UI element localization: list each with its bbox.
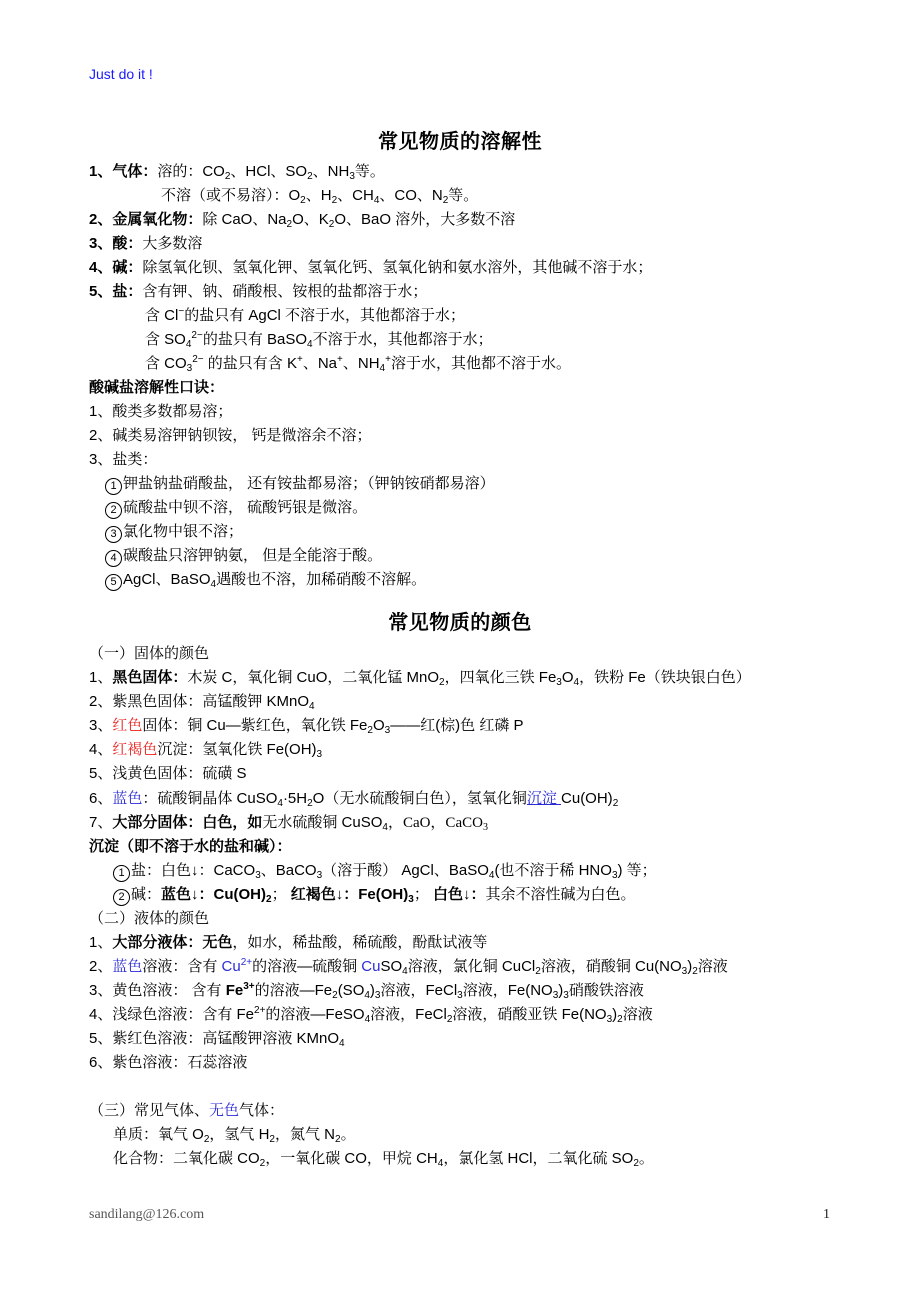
text-line <box>89 1029 345 1049</box>
text-segment: 。 <box>340 1126 356 1143</box>
text-segment: 硫酸盐中钡不溶， 硫酸钙银是微溶。 <box>123 499 368 516</box>
text-segment: 4 <box>373 195 380 206</box>
text-segment: ——红(棕)色 红磷 P <box>390 717 524 734</box>
text-segment: 4、碱： <box>89 259 143 276</box>
text-segment: 3 <box>316 870 323 881</box>
text-segment: ，CaO，CaCO <box>387 815 483 831</box>
text-line <box>89 1053 247 1073</box>
text-segment: 2 <box>307 798 313 809</box>
text-segment: 3 <box>552 990 559 1001</box>
text-segment: O、K <box>292 211 329 228</box>
text-segment: 2 <box>286 219 293 230</box>
text-segment: 2 <box>259 1158 266 1169</box>
text-segment: 4 <box>488 870 495 881</box>
text-segment: 3 <box>186 363 193 374</box>
text-segment: ) <box>687 958 693 975</box>
text-segment: 不溶于水，其他都溶于水； <box>312 331 493 348</box>
text-line <box>89 234 202 254</box>
text-segment: 、NH <box>342 355 380 372</box>
text-segment: 、H <box>305 187 332 204</box>
text-segment: 2 <box>535 966 541 977</box>
text-segment: 单质：氧气 O <box>113 1126 204 1143</box>
text-segment: SO <box>380 958 403 975</box>
footer-email: sandilang@126.com <box>89 1207 205 1222</box>
text-segment: ，一氧化碳 CO，甲烷 CH <box>265 1150 438 1167</box>
text-segment: Cu <box>361 958 381 975</box>
text-segment: （三）常见气体、 <box>89 1102 210 1119</box>
text-segment: 、CO、N <box>379 187 443 204</box>
text-segment: 溶液，氯化铜 CuCl <box>407 958 536 975</box>
text-segment: 2 <box>224 171 231 182</box>
text-segment: ) <box>369 982 375 999</box>
page-header: Just do it ! <box>89 66 153 82</box>
text-segment: （二）液体的颜色 <box>89 910 210 927</box>
text-segment: 、NH <box>312 163 350 180</box>
text-segment: 4 <box>364 990 370 1001</box>
text-line <box>89 837 292 857</box>
text-line <box>105 474 495 495</box>
text-segment: O（无水硫酸铜白色），氢氧化铜 <box>312 790 527 807</box>
text-line <box>113 1149 654 1169</box>
text-segment: ·5H <box>282 790 308 807</box>
text-line <box>89 1005 653 1025</box>
text-line <box>145 306 465 326</box>
text-line <box>89 981 644 1001</box>
text-segment: 1、气体： <box>89 163 158 180</box>
text-line <box>89 426 372 446</box>
text-segment: ，氮气 N <box>274 1126 335 1143</box>
text-segment: （溶于酸） AgCl、BaSO <box>322 862 489 879</box>
text-line <box>105 498 367 519</box>
text-segment: 2 <box>203 1134 210 1145</box>
text-segment: 蓝色↓：Cu(OH) <box>161 886 267 903</box>
text-segment: 3 <box>556 677 562 688</box>
text-segment: 5、紫红色溶液：高锰酸钾溶液 KMnO <box>89 1030 340 1047</box>
text-line <box>89 668 751 688</box>
text-segment: 2 <box>335 1134 341 1145</box>
section-title-solubility: 常见物质的溶解性 <box>378 131 542 153</box>
text-segment: 酸碱盐溶解性口诀： <box>89 379 225 396</box>
text-segment: 3 <box>457 990 463 1001</box>
text-line <box>113 885 636 906</box>
text-segment: 红色 <box>112 717 143 734</box>
text-segment: 。 <box>638 1150 654 1167</box>
text-segment: 4 <box>339 1038 345 1049</box>
text-line <box>89 813 488 833</box>
text-segment: 3 <box>408 894 414 905</box>
text-line <box>105 522 243 543</box>
text-line <box>89 644 209 664</box>
text-segment: 5、浅黄色固体：硫磺 S <box>89 765 247 782</box>
text-line <box>161 186 478 206</box>
text-line <box>89 716 524 736</box>
text-segment: 、HCl、SO <box>230 163 308 180</box>
text-segment: 4 <box>185 339 192 350</box>
text-segment: + <box>296 354 303 365</box>
text-segment: 2 <box>367 725 373 736</box>
text-segment: 溶的：CO <box>157 163 225 180</box>
text-segment: 1、 <box>89 669 113 686</box>
text-segment: 溶液，硝酸铜 Cu(NO <box>540 958 682 975</box>
text-segment: 蓝色 <box>112 958 143 975</box>
text-segment: O <box>372 717 385 734</box>
text-segment: 4 <box>379 363 386 374</box>
text-segment: 4、 <box>89 741 113 758</box>
text-segment: 沉淀：氢氧化铁 Fe(OH) <box>157 741 317 758</box>
text-segment: 3 <box>606 1014 613 1025</box>
text-segment: 3 <box>482 822 488 833</box>
text-segment: 2+ <box>240 957 253 968</box>
text-segment: 3、黄色溶液： 含有 <box>89 982 226 999</box>
text-segment: O、BaO 溶外，大多数不溶 <box>334 211 516 228</box>
text-segment: 2 <box>331 195 338 206</box>
text-segment: 2、紫黑色固体：高锰酸钾 KMnO <box>89 693 310 710</box>
text-segment: 化合物：二氧化碳 CO <box>113 1150 260 1167</box>
text-line <box>145 354 571 374</box>
text-segment: 2 <box>692 966 698 977</box>
text-line <box>89 740 322 760</box>
text-segment: 除 CaO、Na <box>202 211 287 228</box>
text-segment: 3 <box>681 966 688 977</box>
text-segment: 不溶（或不易溶）：O <box>161 187 301 204</box>
text-segment: 2 <box>300 195 306 206</box>
text-segment: 沉淀（即不溶于水的盐和碱）： <box>89 838 292 855</box>
text-segment: 2 <box>328 219 335 230</box>
text-segment: 的盐只有 AgCl 不溶于水，其他都溶于水； <box>184 307 466 324</box>
text-line <box>89 282 427 302</box>
circled-number: 4 <box>105 550 122 567</box>
text-segment: 黑色固体： <box>112 669 188 686</box>
text-segment: 2− <box>192 354 204 365</box>
text-segment: 2 <box>617 1014 623 1025</box>
text-segment: ，氢气 H <box>209 1126 270 1143</box>
text-segment: 溶于水，其他都不溶于水。 <box>390 355 571 372</box>
text-segment: 3 <box>611 870 618 881</box>
text-segment: 氯化物中银不溶； <box>123 523 244 540</box>
text-segment: 大部分固体：白色，如 <box>112 814 263 831</box>
text-line <box>113 1125 356 1145</box>
text-segment: ，氯化氢 HCl，二氧化硫 SO <box>443 1150 634 1167</box>
text-segment: ，如水，稀盐酸，稀硫酸，酚酞试液等 <box>232 934 488 951</box>
text-line <box>89 1101 284 1121</box>
text-segment: 3、盐类： <box>89 451 158 468</box>
text-segment: 除氢氧化钡、氢氧化钾、氢氧化钙、氢氧化钠和氨水溶外，其他碱不溶于水； <box>142 259 653 276</box>
text-segment: 溶液 <box>622 1006 653 1023</box>
text-line <box>89 258 652 278</box>
text-segment: 2− <box>191 330 203 341</box>
text-segment: 4 <box>210 579 217 590</box>
text-segment: 4 <box>402 966 408 977</box>
text-segment: 6、紫色溶液：石蕊溶液 <box>89 1054 248 1071</box>
text-segment: 钾盐钠盐硝酸盐， 还有铵盐都易溶；（钾钠铵硝都易溶） <box>123 475 495 492</box>
text-segment: 等。 <box>448 187 479 204</box>
circled-number: 2 <box>113 889 130 906</box>
text-segment: 固体：铜 Cu—紫红色，氧化铁 Fe <box>142 717 368 734</box>
text-segment: 碱： <box>131 886 162 903</box>
text-segment: 溶液，FeCl <box>380 982 458 999</box>
text-segment: ，四氧化三铁 Fe <box>444 669 557 686</box>
text-line <box>89 378 224 398</box>
text-segment: Fe <box>225 982 244 999</box>
text-segment: 白色↓： <box>432 886 486 903</box>
text-segment: Cu(OH) <box>561 790 613 807</box>
text-segment: 其余不溶性碱为白色。 <box>485 886 636 903</box>
text-segment: 溶液，Fe(NO <box>462 982 553 999</box>
text-segment: + <box>337 354 343 365</box>
text-segment: 4 <box>277 798 283 809</box>
text-line <box>89 692 315 712</box>
text-segment: 、CH <box>337 187 374 204</box>
text-line <box>89 450 157 470</box>
text-segment: 3+ <box>243 981 255 992</box>
text-segment: 遇酸也不溶，加稀硝酸不溶解。 <box>216 571 427 588</box>
text-segment: 的盐只有含 K <box>203 355 297 372</box>
text-segment: 2、 <box>89 958 113 975</box>
page-number: 1 <box>823 1207 830 1222</box>
text-segment: 3 <box>384 725 391 736</box>
text-segment: 2+ <box>254 1005 266 1016</box>
text-segment: 4 <box>364 1014 371 1025</box>
text-segment: 3、酸： <box>89 235 143 252</box>
text-line <box>89 933 487 953</box>
text-segment: ) 等； <box>617 862 657 879</box>
circled-number: 5 <box>105 574 122 591</box>
section-title-colors: 常见物质的颜色 <box>388 612 532 634</box>
text-segment: 3 <box>316 749 323 760</box>
circled-number: 3 <box>105 526 122 543</box>
text-segment: (也不溶于稀 HNO <box>494 862 612 879</box>
circled-number: 1 <box>113 865 130 882</box>
text-segment: + <box>385 354 391 365</box>
text-segment: 5、盐： <box>89 283 143 300</box>
text-segment: 硝酸铁溶液 <box>568 982 644 999</box>
text-segment: 2 <box>307 171 313 182</box>
text-segment: （一）固体的颜色 <box>89 645 210 662</box>
text-segment: AgCl、BaSO <box>123 571 211 588</box>
text-segment: 碳酸盐只溶钾钠氨， 但是全能溶于酸。 <box>123 547 383 564</box>
text-segment: 、BaCO <box>260 862 317 879</box>
text-segment: 4 <box>307 339 313 350</box>
text-segment: ：硫酸铜晶体 CuSO <box>142 790 278 807</box>
text-segment: 3 <box>255 870 261 881</box>
text-segment: 溶液，硝酸亚铁 Fe(NO <box>452 1006 607 1023</box>
text-segment: 2、金属氧化物： <box>89 211 203 228</box>
text-segment: 的盐只有 BaSO <box>202 331 307 348</box>
text-segment: 的溶液—Fe <box>254 982 333 999</box>
text-segment: O <box>561 669 574 686</box>
text-segment: Cu <box>221 958 241 975</box>
text-segment: 的溶液—硫酸铜 <box>252 958 362 975</box>
text-line <box>89 764 247 784</box>
text-segment: 1、酸类多数都易溶； <box>89 403 233 420</box>
text-segment: 无水硫酸铜 CuSO <box>262 814 383 831</box>
text-segment: 6、 <box>89 790 113 807</box>
circled-number: 1 <box>105 478 122 495</box>
text-segment: 2 <box>633 1158 639 1169</box>
text-line <box>89 957 728 977</box>
text-segment: 2 <box>332 990 338 1001</box>
text-segment: 溶液 <box>697 958 728 975</box>
text-segment: 3 <box>349 171 355 182</box>
text-segment: 含 Cl <box>145 307 179 324</box>
text-line <box>89 789 618 809</box>
circled-number: 2 <box>105 502 122 519</box>
text-line <box>89 402 232 422</box>
text-segment: 大部分液体：无色 <box>112 934 233 951</box>
text-segment: − <box>178 306 185 317</box>
text-line <box>105 546 382 567</box>
text-segment: 2 <box>266 894 272 905</box>
text-segment: 溶液，FeCl <box>370 1006 447 1023</box>
text-segment: 1、 <box>89 934 113 951</box>
text-segment: 4 <box>309 701 315 712</box>
text-segment: 3 <box>374 990 381 1001</box>
text-segment: 2 <box>612 798 619 809</box>
text-segment: 4 <box>573 677 580 688</box>
text-segment: 大多数溶 <box>142 235 203 252</box>
text-segment: 气体： <box>239 1102 285 1119</box>
text-segment: 含有钾、钠、硝酸根、铵根的盐都溶于水； <box>142 283 428 300</box>
text-segment: 沉淀 <box>526 790 562 807</box>
text-segment: 2 <box>446 1014 453 1025</box>
text-segment: (SO <box>337 982 365 999</box>
text-segment: 2、碱类易溶钾钠钡铵， 钙是微溶余不溶； <box>89 427 372 444</box>
text-segment: 4 <box>437 1158 444 1169</box>
text-line <box>145 330 493 350</box>
text-segment: 含 CO <box>145 355 187 372</box>
text-segment: ； <box>413 886 433 903</box>
text-segment: 2 <box>439 677 445 688</box>
text-segment: 盐：白色↓：CaCO <box>131 862 256 879</box>
text-segment: 2 <box>269 1134 275 1145</box>
text-segment: 红褐色 <box>112 741 158 758</box>
text-segment: 3、 <box>89 717 113 734</box>
text-segment: 3 <box>563 990 569 1001</box>
text-segment: ； <box>271 886 291 903</box>
text-segment: 4 <box>382 822 388 833</box>
text-segment: 蓝色 <box>112 790 143 807</box>
text-segment: 4、浅绿色溶液：含有 Fe <box>89 1006 255 1023</box>
text-segment: 含 SO <box>145 331 186 348</box>
text-line <box>89 909 209 929</box>
text-line <box>89 210 515 230</box>
text-segment: 7、 <box>89 814 113 831</box>
text-segment: 的溶液—FeSO <box>265 1006 365 1023</box>
text-line <box>89 162 385 182</box>
text-segment: 无色 <box>209 1102 240 1119</box>
text-segment: 溶液：含有 <box>142 958 222 975</box>
text-segment: 红褐色↓：Fe(OH) <box>290 886 409 903</box>
text-segment: 木炭 C，氧化铜 CuO，二氧化锰 MnO <box>187 669 440 686</box>
text-segment: ) <box>612 1006 618 1023</box>
text-line <box>113 861 657 882</box>
text-line <box>105 570 426 591</box>
text-segment: 等。 <box>354 163 385 180</box>
text-segment: ) <box>558 982 564 999</box>
text-segment: ，铁粉 Fe（铁块银白色） <box>579 669 751 686</box>
text-segment: 、Na <box>302 355 338 372</box>
text-segment: 2 <box>442 195 449 206</box>
